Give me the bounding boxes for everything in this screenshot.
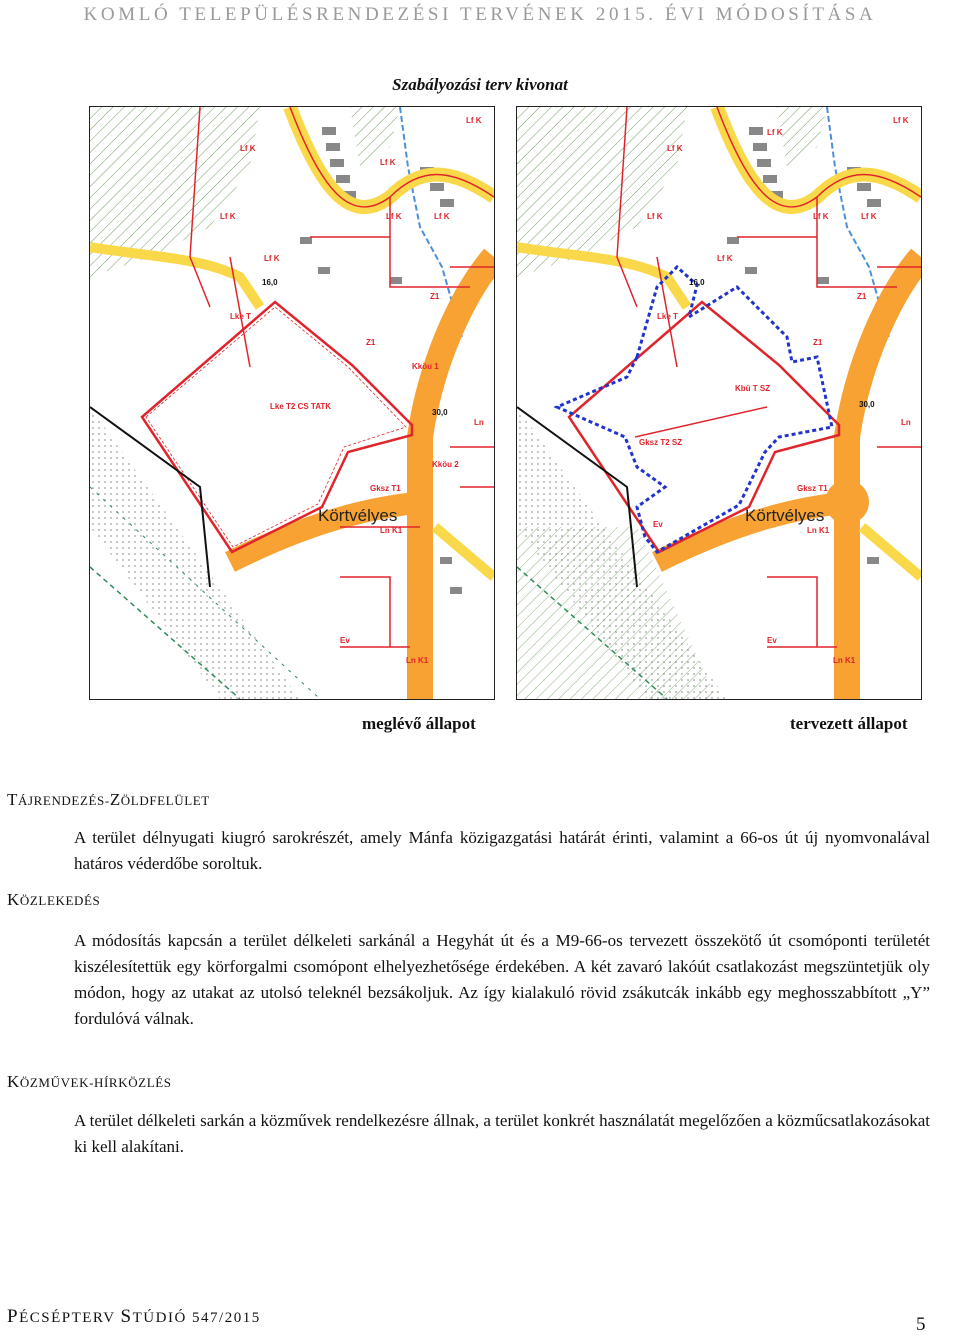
zone-label: Lke T [230, 312, 251, 321]
zone-label: 30,0 [859, 400, 875, 409]
road-yellow-bottom [435, 527, 494, 577]
zone-label: Lf K [893, 116, 909, 125]
zone-label: Lf K [647, 212, 663, 221]
zone-label: Lf K [767, 128, 783, 137]
zone-label: Lf K [264, 254, 280, 263]
caption-planned: tervezett állapot [790, 714, 908, 733]
heading-rest: ÖLDFELÜLET [120, 793, 210, 808]
zone-label: Lf K [813, 212, 829, 221]
zone-label: Ln K1 [380, 526, 403, 535]
zone-label: Lf K [717, 254, 733, 263]
zone-label: Gksz T1 [370, 484, 401, 493]
zone-label: 30,0 [432, 408, 448, 417]
footer-initial: P [7, 1306, 20, 1327]
zone-label: Z1 [366, 338, 376, 347]
zone-label: Z1 [813, 338, 823, 347]
zone-label: Gksz T1 [797, 484, 828, 493]
zone-label: Lf K [466, 116, 482, 125]
heading-initial: K [7, 1072, 20, 1091]
map-planned-state [516, 106, 922, 700]
map-planned-drawing [517, 107, 921, 699]
zone-label: Lf K [861, 212, 877, 221]
zone-label: Lke T [657, 312, 678, 321]
heading-initial: Z [109, 790, 121, 809]
zone-label: Lf K [667, 144, 683, 153]
zone-label: Z1 [430, 292, 440, 301]
road-yellow-bottom [862, 527, 921, 577]
map-existing-drawing [90, 107, 494, 699]
paragraph-landscape: A terület délnyugati kiugró sarokrészét, amely Mánfa közigazgatási határát érinti, valamint a 66-os út új nyomvonalával határos véderdőbe soroltuk. [74, 828, 930, 873]
running-header: KOMLÓ TELEPÜLÉSRENDEZÉSI TERVÉNEK 2015. ÉVI MÓDOSÍTÁSA [83, 4, 877, 25]
zone-label: Kköu 2 [432, 460, 459, 469]
zone-label: Ev [767, 636, 777, 645]
paragraph-utilities: A terület délkeleti sarkán a közművek rendelkezésre állnak, a terület konkrét használatát megelőzően a közműcsatlakozásokat ki kell alakítani. [74, 1111, 930, 1156]
zone-label: Lf K [386, 212, 402, 221]
zone-label: Ev [340, 636, 350, 645]
zone-label: Ev [653, 520, 663, 529]
heading-rest: ÖZLEKEDÉS [19, 893, 101, 908]
section-heading-transport [7, 890, 100, 910]
zone-label: Ln K1 [833, 656, 856, 665]
figure-subtitle: Szabályozási terv kivonat [392, 75, 568, 94]
zone-label: 16,0 [689, 278, 705, 287]
heading-initial: T [7, 790, 18, 809]
zone-label: Z1 [857, 292, 867, 301]
zone-label: 16,0 [262, 278, 278, 287]
zone-label: Ln [474, 418, 484, 427]
zone-label: Gksz T2 SZ [639, 438, 683, 447]
zone-label: Lf K [240, 144, 256, 153]
place-name-label: Körtvélyes [318, 506, 398, 525]
zone-split-line [635, 407, 767, 437]
zone-label: Lke T2 CS TATK [270, 402, 332, 411]
footer-rest: TÚDIÓ 547/2015 [132, 1310, 261, 1326]
footer-initial: S [120, 1306, 133, 1327]
heading-rest: ÖZMŰVEK-HÍRKÖZLÉS [19, 1075, 172, 1090]
zone-label: Lf K [380, 158, 396, 167]
zone-label: Kköu 1 [412, 362, 439, 371]
footer-rest: ÉCSÉPTERV [19, 1310, 121, 1326]
zone-label: Ln [901, 418, 911, 427]
section-heading-utilities [7, 1072, 172, 1092]
zone-label: Lf K [434, 212, 450, 221]
caption-existing: meglévő állapot [362, 714, 476, 733]
forest-area [777, 107, 827, 167]
paragraph-transport: A módosítás kapcsán a terület délkeleti sarkánál a Hegyhát út és a M9-66-os tervezett összekötő út csomóponti területét kiszélesítettük egy körforgalmi csomópont elhelyezhetősége érdekében. A két zavaró lakóút csatlakozást megszüntetjük oly módon, hogy az utakat az utolsó teleknél bezsákoljuk. Az így kialakuló rövid zsákutcák inkább egy meghosszabbított „Y” fordulóvá válnak. [74, 931, 930, 1028]
road-orange-main [420, 257, 494, 699]
zone-label: Kbü T SZ [735, 384, 771, 393]
zone-label: Ln K1 [406, 656, 429, 665]
map-existing-state [89, 106, 495, 700]
zone-label: Lf K [220, 212, 236, 221]
footer-studio [7, 1306, 261, 1328]
heading-rest: ÁJRENDEZÉS- [17, 793, 110, 808]
road-orange-main [847, 257, 921, 699]
zone-label: Ln K1 [807, 526, 830, 535]
heading-initial: K [7, 890, 20, 909]
place-name-label: Körtvélyes [745, 506, 825, 525]
roundabout-junction [825, 480, 869, 524]
page-number: 5 [916, 1314, 926, 1335]
section-heading-landscape [7, 790, 210, 810]
